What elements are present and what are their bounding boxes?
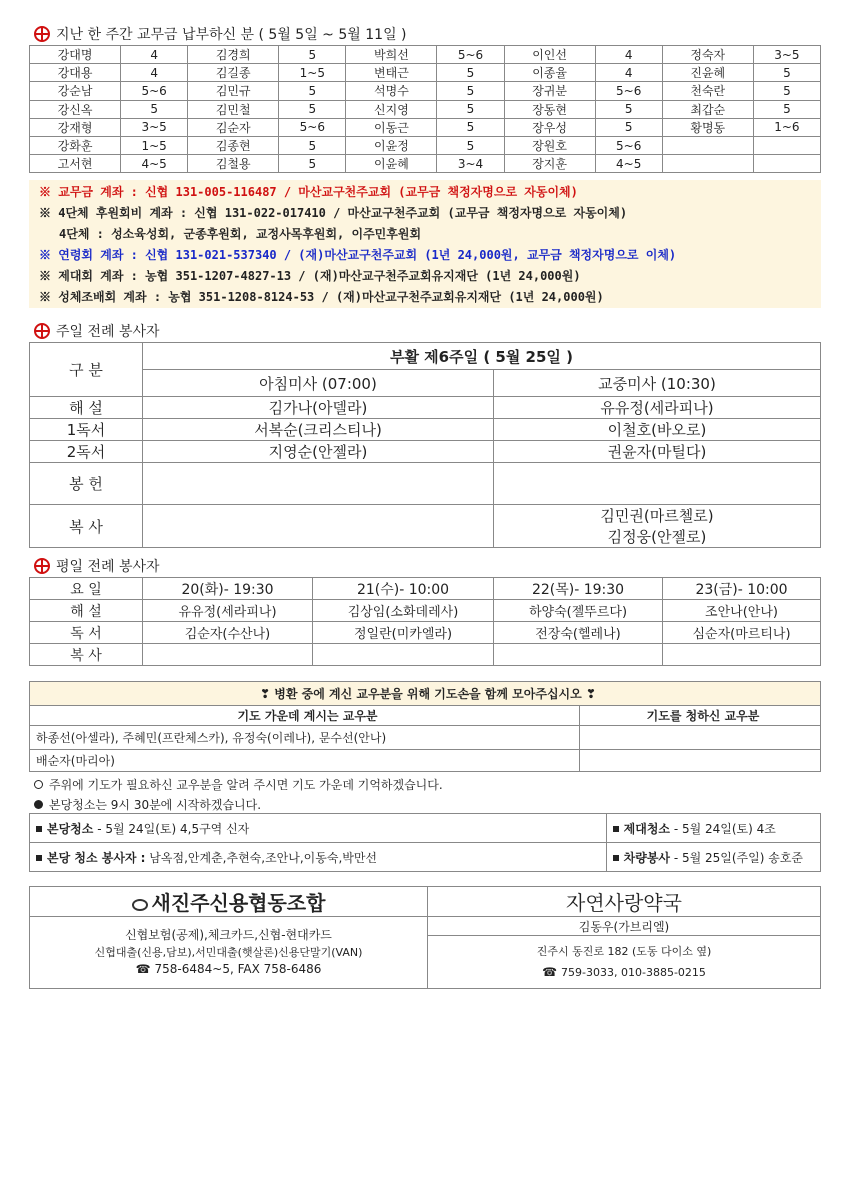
donor-name: 장지훈 xyxy=(504,155,595,173)
weekday-header-cell: 21(수)- 10:00 xyxy=(313,578,494,600)
note-text: 주위에 기도가 필요하신 교우분을 알려 주시면 기도 가운데 기억하겠습니다. xyxy=(49,778,443,792)
donor-months: 1~5 xyxy=(121,136,188,154)
donor-name: 장원호 xyxy=(504,136,595,154)
weekday-server-cell xyxy=(494,644,663,666)
donor-name: 강대용 xyxy=(30,64,121,82)
phone-icon: ☎ xyxy=(542,964,558,979)
donor-name: 김종현 xyxy=(188,136,279,154)
donor-months: 5 xyxy=(279,46,346,64)
donor-months: 5~6 xyxy=(437,46,504,64)
phone-icon: ☎ xyxy=(135,962,151,976)
credit-union-name: 새진주신용협동조합 xyxy=(151,891,326,915)
donor-name: 김경희 xyxy=(188,46,279,64)
prayer-col2-header: 기도를 청하신 교우분 xyxy=(580,706,821,726)
prayer-title: ❣ 병환 중에 계신 교우분을 위해 기도손을 함께 모아주십시오 ❣ xyxy=(30,682,821,706)
cleaning-value: - 5월 24일(토) 4,5구역 신자 xyxy=(93,821,250,836)
donor-months: 5 xyxy=(595,100,662,118)
sunday-section-title xyxy=(34,321,160,341)
credit-union-logo-icon xyxy=(132,899,148,911)
role-cell: 해 설 xyxy=(30,397,143,419)
dues-section-title xyxy=(34,24,407,44)
donor-months: 5~6 xyxy=(595,136,662,154)
weekday-server-cell xyxy=(313,644,494,666)
prayer-requester xyxy=(580,750,821,772)
cleaning-table xyxy=(29,813,821,872)
sunday-table xyxy=(29,342,821,548)
donor-months: 4~5 xyxy=(595,155,662,173)
cross-icon xyxy=(34,26,50,42)
donor-name xyxy=(662,155,753,173)
donor-name: 고서현 xyxy=(30,155,121,173)
weekday-server-cell xyxy=(663,644,821,666)
donor-name: 정숙자 xyxy=(662,46,753,64)
donor-months: 5 xyxy=(753,100,820,118)
donor-months: 5~6 xyxy=(595,82,662,100)
donor-name: 이종율 xyxy=(504,64,595,82)
weekday-server-cell: 하양숙(젤뚜르다) xyxy=(494,600,663,622)
mass1-cell: 지영순(안젤라) xyxy=(143,441,494,463)
donor-months: 4 xyxy=(595,46,662,64)
weekday-header-cell: 22(목)- 19:30 xyxy=(494,578,663,600)
donor-name: 진윤혜 xyxy=(662,64,753,82)
donor-months: 4 xyxy=(595,64,662,82)
cleaning-volunteers-cell xyxy=(30,843,607,872)
pharmacy-info xyxy=(428,936,821,989)
mass2-cell: 이철호(바오로) xyxy=(494,419,821,441)
cross-icon xyxy=(34,558,50,574)
credit-union-name-cell xyxy=(30,887,428,917)
weekday-section-title xyxy=(34,556,160,576)
donor-name: 석명수 xyxy=(346,82,437,100)
main-cleaning-cell xyxy=(30,814,607,843)
weekday-title: 평일 전례 봉사자 xyxy=(56,559,160,575)
role-cell: 1독서 xyxy=(30,419,143,441)
donor-months: 5 xyxy=(279,136,346,154)
dues-row xyxy=(30,155,821,173)
prayer-row: 하종선(아셀라), 주혜민(프란체스카), 유정숙(이레나), 문수선(안나) xyxy=(30,726,580,750)
weekday-header-cell: 요 일 xyxy=(30,578,143,600)
credit-union-line: 신협대출(신용,담보),서민대출(햇살론)신용단말기(VAN) xyxy=(94,946,363,959)
weekday-server-cell: 조안나(안나) xyxy=(663,600,821,622)
weekday-role-cell: 해 설 xyxy=(30,600,143,622)
donor-months: 5 xyxy=(437,64,504,82)
donor-months: 4 xyxy=(121,64,188,82)
weekday-server-cell: 정일란(미카엘라) xyxy=(313,622,494,644)
donor-name: 강재형 xyxy=(30,118,121,136)
donor-months: 5 xyxy=(753,64,820,82)
donor-name: 박희선 xyxy=(346,46,437,64)
square-bullet-icon xyxy=(36,855,42,861)
sunday-title: 주일 전례 봉사자 xyxy=(56,324,160,340)
mass2-cell xyxy=(494,463,821,505)
donor-months: 5~6 xyxy=(279,118,346,136)
donor-name: 김순자 xyxy=(188,118,279,136)
cleaning-label: 본당청소 xyxy=(47,821,94,836)
donor-months: 3~5 xyxy=(753,46,820,64)
weekday-role-cell: 독 서 xyxy=(30,622,143,644)
donor-name: 김길종 xyxy=(188,64,279,82)
week-header: 부활 제6주일 ( 5월 25일 ) xyxy=(143,343,821,370)
donor-months: 5 xyxy=(279,100,346,118)
dues-row xyxy=(30,64,821,82)
donor-months: 5~6 xyxy=(121,82,188,100)
parking-cell xyxy=(606,843,820,872)
donor-name: 강신옥 xyxy=(30,100,121,118)
mass1-cell xyxy=(143,505,494,548)
donor-name xyxy=(662,136,753,154)
dues-row xyxy=(30,100,821,118)
note-cleaning xyxy=(34,796,261,813)
pharmacy-address: 진주시 동진로 182 (도동 다이소 옆) xyxy=(536,944,712,958)
donor-months: 5 xyxy=(753,82,820,100)
donor-months: 4~5 xyxy=(121,155,188,173)
donor-name: 이인선 xyxy=(504,46,595,64)
mass2-cell xyxy=(494,505,821,548)
weekday-header-cell: 23(금)- 10:00 xyxy=(663,578,821,600)
cleaning-value: - 5월 24일(토) 4조 xyxy=(670,821,776,836)
weekday-header-cell: 20(화)- 19:30 xyxy=(143,578,313,600)
donor-name: 장동현 xyxy=(504,100,595,118)
accounts-box xyxy=(29,180,821,308)
pharmacy-phone: 759-3033, 010-3885-0215 xyxy=(561,965,706,979)
account-line: ※ 교무금 계좌 : 신협 131-005-116487 / 마산교구천주교회 (교무금 책정자명으로 자동이체) xyxy=(39,185,578,199)
weekday-server-cell: 전장숙(헬레나) xyxy=(494,622,663,644)
donor-months: 4 xyxy=(121,46,188,64)
credit-union-info xyxy=(30,917,428,989)
credit-union-phone: 758-6484~5, FAX 758-6486 xyxy=(154,962,322,976)
cleaning-value: 남옥점,안계춘,추현숙,조안나,이동숙,박만선 xyxy=(145,850,378,865)
dues-row xyxy=(30,46,821,64)
weekday-server-cell xyxy=(143,644,313,666)
weekday-server-cell: 심순자(마르티나) xyxy=(663,622,821,644)
donor-name: 김민철 xyxy=(188,100,279,118)
mass2-header: 교중미사 (10:30) xyxy=(494,370,821,397)
weekday-server-cell: 유유정(세라피나) xyxy=(143,600,313,622)
donor-months: 1~5 xyxy=(279,64,346,82)
donor-name: 강대명 xyxy=(30,46,121,64)
weekday-row xyxy=(30,644,821,666)
donor-name: 천숙란 xyxy=(662,82,753,100)
donor-months: 5 xyxy=(121,100,188,118)
donor-name: 김철용 xyxy=(188,155,279,173)
cleaning-value: - 5월 25일(주일) 송호준 xyxy=(670,850,804,865)
donor-name: 김민규 xyxy=(188,82,279,100)
server-name: 김민권(마르첼로) xyxy=(600,507,714,525)
prayer-requester xyxy=(580,726,821,750)
donor-months: 5 xyxy=(595,118,662,136)
dues-table xyxy=(29,45,821,173)
donor-name: 장우성 xyxy=(504,118,595,136)
donor-name: 변태근 xyxy=(346,64,437,82)
donor-name: 이윤정 xyxy=(346,136,437,154)
account-line: ※ 제대회 계좌 : 농협 351-1207-4827-13 / (재)마산교구천주교회유지재단 (1년 24,000원) xyxy=(39,269,581,283)
account-line: ※ 성체조배회 계좌 : 농협 351-1208-8124-53 / (재)마산교구천주교회유지재단 (1년 24,000원) xyxy=(39,290,604,304)
donor-name: 최갑순 xyxy=(662,100,753,118)
dues-row xyxy=(30,136,821,154)
cleaning-label: 본당 청소 봉사자 : xyxy=(47,850,146,865)
mass1-cell: 김가나(아델라) xyxy=(143,397,494,419)
note-text: 본당청소는 9시 30분에 시작하겠습니다. xyxy=(49,798,262,812)
pharmacy-name: 자연사랑약국 xyxy=(428,887,821,917)
donor-months: 3~5 xyxy=(121,118,188,136)
square-bullet-icon xyxy=(613,826,619,832)
role-cell: 봉 헌 xyxy=(30,463,143,505)
account-line: ※ 4단체 후원회비 계좌 : 신협 131-022-017410 / 마산교구천주교회 (교무금 책정자명으로 자동이체) xyxy=(39,206,628,220)
role-cell: 복 사 xyxy=(30,505,143,548)
donor-months xyxy=(753,136,820,154)
prayer-row: 배순자(마리아) xyxy=(30,750,580,772)
donor-name: 이동근 xyxy=(346,118,437,136)
square-bullet-icon xyxy=(36,826,42,832)
cleaning-label: 차량봉사 xyxy=(623,850,671,865)
weekday-table xyxy=(29,577,821,666)
mass1-header: 아침미사 (07:00) xyxy=(143,370,494,397)
mass1-cell xyxy=(143,463,494,505)
donor-months: 5 xyxy=(437,136,504,154)
dues-row xyxy=(30,118,821,136)
weekday-row xyxy=(30,600,821,622)
mass2-cell: 권윤자(마틸다) xyxy=(494,441,821,463)
weekday-server-cell: 김순자(수산나) xyxy=(143,622,313,644)
dues-row xyxy=(30,82,821,100)
mass2-cell: 유유정(세라피나) xyxy=(494,397,821,419)
note-prayer xyxy=(34,776,443,793)
donor-months: 5 xyxy=(437,100,504,118)
cleaning-label: 제대청소 xyxy=(623,821,671,836)
pharmacy-owner: 김동우(가브리엘) xyxy=(428,917,821,936)
donor-months: 5 xyxy=(279,82,346,100)
weekday-server-cell: 김상임(소화데레사) xyxy=(313,600,494,622)
donor-months: 5 xyxy=(437,118,504,136)
category-header: 구 분 xyxy=(30,343,143,397)
mass1-cell: 서복순(크리스티나) xyxy=(143,419,494,441)
role-cell: 2독서 xyxy=(30,441,143,463)
donor-name: 강순남 xyxy=(30,82,121,100)
donor-name: 강화훈 xyxy=(30,136,121,154)
altar-cleaning-cell xyxy=(606,814,820,843)
donor-name: 장귀분 xyxy=(504,82,595,100)
credit-union-line: 신협보험(공제),체크카드,신협-현대카드 xyxy=(125,928,332,942)
prayer-col1-header: 기도 가운데 계시는 교우분 xyxy=(30,706,580,726)
open-circle-icon xyxy=(34,780,43,789)
filled-circle-icon xyxy=(34,800,43,809)
donor-months: 1~6 xyxy=(753,118,820,136)
donor-name: 황명동 xyxy=(662,118,753,136)
ads-table xyxy=(29,886,821,989)
weekday-row xyxy=(30,622,821,644)
weekday-role-cell: 복 사 xyxy=(30,644,143,666)
prayer-table xyxy=(29,681,821,772)
donor-months: 5 xyxy=(437,82,504,100)
donor-months: 5 xyxy=(279,155,346,173)
account-line: ※ 연령회 계좌 : 신협 131-021-537340 / (재)마산교구천주교회 (1년 24,000원, 교무금 책정자명으로 이체) xyxy=(39,248,677,262)
donor-name: 신지영 xyxy=(346,100,437,118)
server-name: 김정웅(안젤로) xyxy=(607,528,707,546)
square-bullet-icon xyxy=(613,855,619,861)
donor-months xyxy=(753,155,820,173)
donor-name: 이윤혜 xyxy=(346,155,437,173)
dues-title: 지난 한 주간 교무금 납부하신 분 ( 5월 5일 ~ 5월 11일 ) xyxy=(56,27,407,43)
cross-icon xyxy=(34,323,50,339)
donor-months: 3~4 xyxy=(437,155,504,173)
account-line: 4단체 : 성소육성회, 군종후원회, 교정사목후원회, 이주민후원회 xyxy=(59,227,422,241)
